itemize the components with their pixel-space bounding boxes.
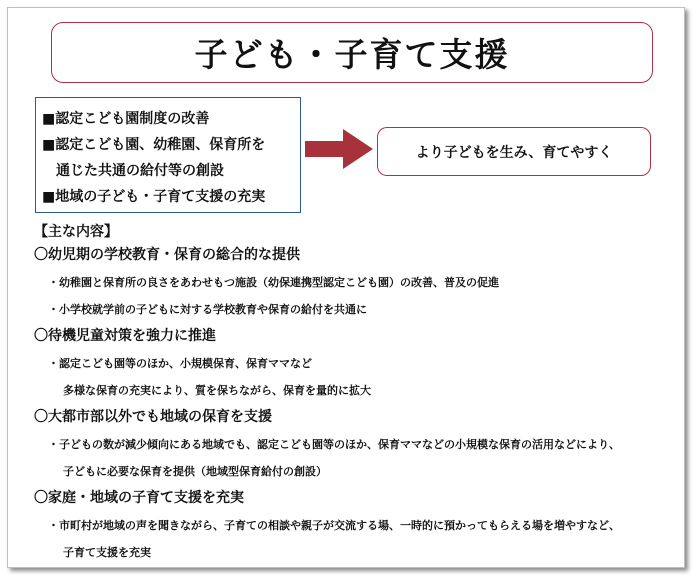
policy-item: ■認定こども園制度の改善 — [42, 111, 210, 127]
right-arrow-icon — [305, 129, 373, 169]
section-family-support — [34, 485, 679, 566]
main-content — [34, 222, 679, 566]
policy-item: ■地域の子ども・子育て支援の充実 — [42, 189, 266, 205]
section-heading: 〇幼児期の学校教育・保育の総合的な提供 — [34, 247, 300, 263]
result-box — [377, 127, 651, 176]
title-box — [51, 22, 653, 83]
page-title: 子ども・子育て支援 — [194, 35, 510, 74]
section-heading: 〇大都市部以外でも地域の保育を支援 — [34, 409, 272, 425]
bullet-item: ・小学校就学前の子どもに対する学校教育や保育の給付を共通に — [48, 303, 367, 316]
section-comprehensive-provision — [34, 242, 679, 323]
bullet-item: ・市町村が地域の声を聞きながら、子育ての相談や親子が交流する場、一時的に預かってもらえる場を増やすなど、 — [48, 519, 620, 532]
bullet-item: ・幼稚園と保育所の良さをあわせもつ施設（幼保連携型認定こども園）の改善、普及の促進 — [48, 276, 499, 289]
result-text: より子どもを生み、育てやすく — [415, 144, 613, 161]
policy-item-continuation: 通じた共通の給付等の創設 — [56, 163, 224, 179]
bullet-item-continuation: 多様な保育の充実により、質を保ちながら、保育を量的に拡大 — [63, 384, 371, 397]
section-heading: 〇待機児童対策を強力に推進 — [34, 328, 216, 344]
bullet-item: ・認定こども園等のほか、小規模保育、保育ママなど — [48, 357, 312, 370]
policy-item: ■認定こども園、幼稚園、保育所を — [42, 137, 266, 153]
policy-box — [35, 97, 301, 213]
bullet-item-continuation: 子どもに必要な保育を提供（地域型保育給付の創設） — [63, 465, 327, 478]
section-waiting-children — [34, 323, 679, 404]
slide — [7, 7, 685, 568]
bullet-item-continuation: 子育て支援を充実 — [63, 546, 151, 559]
bullet-item: ・子どもの数が減少傾向にある地域でも、認定こども園等のほか、保育ママなどの小規模な保育の活用などにより、 — [48, 438, 620, 451]
main-content-label: 【主な内容】 — [34, 224, 118, 240]
section-regional-childcare — [34, 404, 679, 485]
section-heading: 〇家庭・地域の子育て支援を充実 — [34, 490, 244, 506]
